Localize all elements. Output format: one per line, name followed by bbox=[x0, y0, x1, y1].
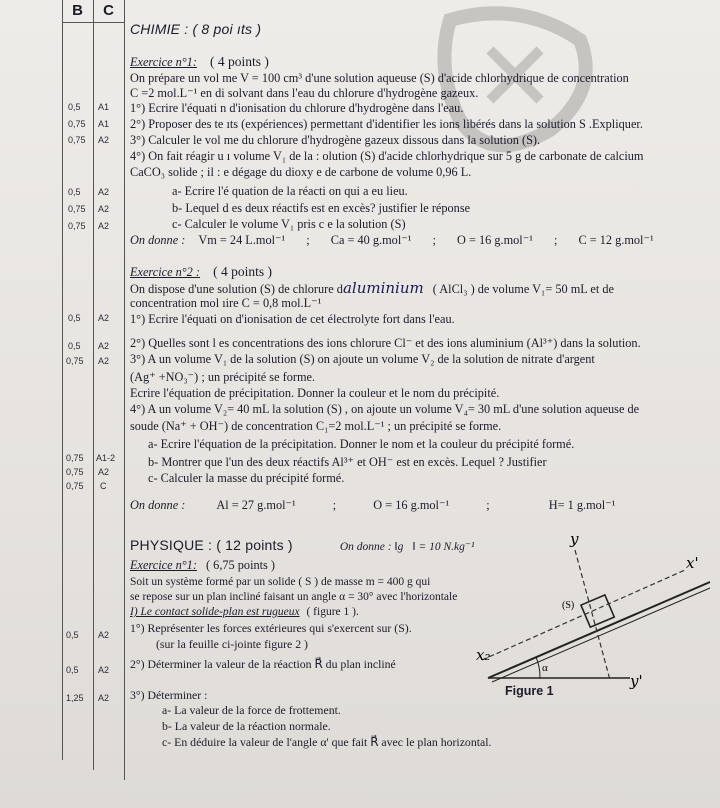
score-c: A1 bbox=[98, 102, 110, 112]
score-c: A2 bbox=[98, 341, 110, 351]
phys-q3b: b- La valeur de la réaction normale. bbox=[162, 719, 331, 733]
solid-block bbox=[581, 595, 614, 627]
axis-label-x2: x₂ bbox=[476, 646, 491, 664]
ex1-q4-line: CaCO₃ solide ; il : e dégage du dioxy e de carbone de volume 0,96 L. bbox=[130, 165, 472, 179]
ex1-intro-line: On prépare un vol me V = 100 cm³ d'une solution aqueuse (S) d'acide chlorhydrique de concentration bbox=[130, 71, 629, 85]
physique-gravity: On donne : ‖g⃗‖ = 10 N.kg⁻¹ bbox=[339, 541, 475, 553]
ex2-q3-line: (Ag⁺ +NO₃⁻) ; un précipité se forme. bbox=[130, 370, 316, 384]
ex2-intro-text: On dispose d'une solution (S) de chlorure d bbox=[130, 282, 343, 296]
ex2-donne-label: On donne : bbox=[130, 498, 186, 512]
phys-ex1-points: ( 6,75 points ) bbox=[206, 558, 276, 572]
score-b: 1,25 bbox=[66, 693, 84, 703]
ex2-q3-line: Ecrire l'équation de précipitation. Donner la couleur et le nom du précipité. bbox=[130, 386, 500, 400]
inclined-plane-line bbox=[488, 582, 710, 678]
handwritten-aluminium: aluminium bbox=[342, 279, 424, 297]
phys-q3: 3°) Déterminer : bbox=[130, 688, 208, 702]
given-value: Vm = 24 L.mol⁻¹ bbox=[198, 233, 286, 247]
given-value: Ca = 40 g.mol⁻¹ bbox=[330, 233, 412, 247]
ex1-q3: 3°) Calculer le vol me du chlorure d'hydrogène gazeux dissous dans la solution (S). bbox=[130, 133, 541, 147]
ex2-q1: 1°) Ecrire l'équati on d'ionisation de cet électrolyte fort dans l'eau. bbox=[130, 312, 455, 326]
ex2-points: ( 4 points ) bbox=[213, 264, 272, 279]
ex2-q4c: c- Calculer la masse du précipité formé. bbox=[148, 471, 345, 485]
ex2-q4b: b- Montrer que l'un des deux réactifs Al³⁺ et OH⁻ est en excès. Lequel ? Justifier bbox=[148, 455, 547, 469]
score-c: A2 bbox=[98, 665, 110, 675]
ex1-title: Exercice n°1: bbox=[130, 55, 197, 69]
phys-q2: 2°) Déterminer la valeur de la réaction R⃗ du plan incliné bbox=[130, 657, 396, 671]
score-b: 0,75 bbox=[66, 453, 84, 463]
ex1-q2: 2°) Proposer des te ıts (expériences) permettant d'identifier les ions libérés dans la solution S .Expliquer. bbox=[130, 117, 643, 131]
ex2-q4-line: 4°) A un volume V₂= 40 mL la solution (S) , on ajoute un volume V₄= 30 mL d'une solution aqueuse de bbox=[130, 402, 640, 416]
ex1-q4c: c- Calculer le volume V₁ pris c e la solution (S) bbox=[172, 217, 406, 231]
ex1-intro-line: C =2 mol.L⁻¹ en di solvant dans l'eau du chlorure d'hydrogène gazeux. bbox=[130, 86, 479, 100]
phys-q3c: c- En déduire la valeur de l'angle α' que fait R⃗ avec le plan horizontal. bbox=[162, 735, 492, 749]
ex2-intro-text-end: ( AlCl₃ ) de volume V₁= 50 mL et de bbox=[432, 282, 614, 296]
ex1-points: ( 4 points ) bbox=[210, 54, 269, 69]
ex1-q4b: b- Lequel d es deux réactifs est en excès? justifier le réponse bbox=[172, 201, 471, 215]
ex2-given-values bbox=[130, 498, 615, 513]
phys-q1b: (sur la feuille ci-jointe figure 2 ) bbox=[156, 637, 308, 651]
score-b: 0,75 bbox=[68, 135, 86, 145]
column-c-header: C bbox=[93, 0, 124, 23]
ex2-intro-line bbox=[130, 281, 614, 297]
ex1-donne-label: On donne : bbox=[130, 233, 186, 247]
ex2-q4-line: soude (Na⁺ + OH⁻) de concentration C₁=2 mol.L⁻¹ ; un précipité se forme. bbox=[130, 419, 502, 433]
score-b: 0,5 bbox=[68, 102, 81, 112]
score-b: 0,5 bbox=[66, 630, 79, 640]
score-b: 0,5 bbox=[66, 665, 79, 675]
physique-title: PHYSIQUE : ( 12 points ) bbox=[130, 537, 293, 553]
ex1-q4-line: 4°) On fait réagir u ı volume V₁ de la : olution (S) d'acide chlorhydrique sur 5 g de carbonate de calcium bbox=[130, 149, 644, 163]
given-value: C = 12 g.mol⁻¹ bbox=[578, 233, 654, 247]
given-sep: ; bbox=[432, 233, 436, 247]
ex2-intro-line: concentration mol ıire C = 0,8 mol.L⁻¹ bbox=[130, 296, 322, 310]
axis-label-y1: y' bbox=[630, 672, 643, 690]
column-c-right-line bbox=[124, 0, 125, 780]
phys-ex1-title: Exercice n°1: bbox=[130, 558, 197, 572]
score-b: 0,75 bbox=[68, 119, 86, 129]
score-c: C bbox=[100, 481, 107, 491]
left-margin-line bbox=[62, 0, 63, 760]
ex2-heading bbox=[130, 264, 272, 280]
ex2-q3-line: 3°) A un volume V₁ de la solution (S) on ajoute un volume V₂ de la solution de nitrate d'argent bbox=[130, 352, 595, 366]
given-value: Al = 27 g.mol⁻¹ bbox=[216, 498, 296, 512]
score-c: A2 bbox=[98, 135, 110, 145]
score-c: A2 bbox=[98, 313, 110, 323]
ex1-q4a: a- Ecrire l'é quation de la réacti on qui a eu lieu. bbox=[172, 184, 408, 198]
phys-ex1-intro-line: Soit un système formé par un solide ( S ) de masse m = 400 g qui bbox=[130, 576, 431, 588]
phys-part1-label: I) Le contact solide-plan est rugueux bbox=[130, 606, 300, 618]
given-value: H= 1 g.mol⁻¹ bbox=[548, 498, 616, 512]
given-sep: ; bbox=[486, 498, 490, 512]
score-b: 0,75 bbox=[68, 221, 86, 231]
ex2-title: Exercice n°2 : bbox=[130, 265, 201, 279]
score-b: 0,75 bbox=[66, 481, 84, 491]
chimie-title: CHIMIE : ( 8 poi ıts ) bbox=[130, 21, 262, 37]
handdrawn-axis-y bbox=[575, 550, 610, 680]
score-c: A2 bbox=[98, 221, 110, 231]
score-b: 0,75 bbox=[68, 204, 86, 214]
solid-label: (S) bbox=[562, 600, 575, 611]
score-b: 0,75 bbox=[66, 356, 84, 366]
phys-q3a: a- La valeur de la force de frottement. bbox=[162, 703, 341, 717]
given-sep: ; bbox=[553, 233, 558, 247]
angle-label: α bbox=[542, 662, 548, 674]
angle-arc bbox=[536, 657, 540, 678]
ex1-heading bbox=[130, 54, 269, 70]
column-b-c-divider bbox=[93, 0, 94, 770]
physique-heading bbox=[130, 538, 474, 555]
score-c: A1-2 bbox=[96, 453, 116, 463]
score-c: A2 bbox=[98, 693, 110, 703]
column-b-header: B bbox=[62, 0, 93, 23]
ex2-q2: 2°) Quelles sont l es concentrations des ions chlorure Cl⁻ et des ions aluminium (Al³⁺) dans la solution. bbox=[130, 336, 641, 350]
score-c: A2 bbox=[98, 204, 110, 214]
score-b: 0,5 bbox=[68, 313, 81, 323]
given-value: O = 16 g.mol⁻¹ bbox=[457, 233, 533, 247]
score-b: 0,5 bbox=[68, 187, 81, 197]
inclined-plane-line-back bbox=[492, 588, 710, 682]
given-value: O = 16 g.mol⁻¹ bbox=[373, 498, 450, 512]
phys-part1 bbox=[130, 605, 359, 620]
ex2-q4a: a- Ecrire l'équation de la précipitation. Donner le nom et la couleur du précipité formé. bbox=[148, 437, 575, 451]
score-c: A2 bbox=[98, 630, 110, 640]
phys-q1: 1°) Représenter les forces extérieures qui s'exercent sur (S). bbox=[130, 621, 412, 635]
ex1-given-values bbox=[130, 233, 654, 248]
score-c: A2 bbox=[98, 187, 110, 197]
score-c: A2 bbox=[98, 467, 110, 477]
phys-ex1-intro-line: se repose sur un plan incliné faisant un angle α = 30° avec l'horizontale bbox=[130, 591, 458, 603]
score-c: A2 bbox=[98, 356, 110, 366]
ex1-q1: 1°) Ecrire l'équati n d'ionisation du chlorure d'hydrogène dans l'eau. bbox=[130, 101, 464, 115]
score-c: A1 bbox=[98, 119, 110, 129]
figure-inclined-plane bbox=[470, 520, 715, 710]
axis-label-x1: x' bbox=[686, 554, 699, 572]
given-sep: ; bbox=[306, 233, 310, 247]
axis-label-y: y bbox=[570, 530, 579, 548]
phys-ex1-heading bbox=[130, 558, 275, 573]
phys-part1-ref: ( figure 1 ). bbox=[306, 606, 359, 618]
given-sep: ; bbox=[332, 498, 337, 512]
score-b: 0,75 bbox=[66, 467, 84, 477]
score-b: 0,5 bbox=[68, 341, 81, 351]
figure-caption: Figure 1 bbox=[505, 684, 554, 698]
